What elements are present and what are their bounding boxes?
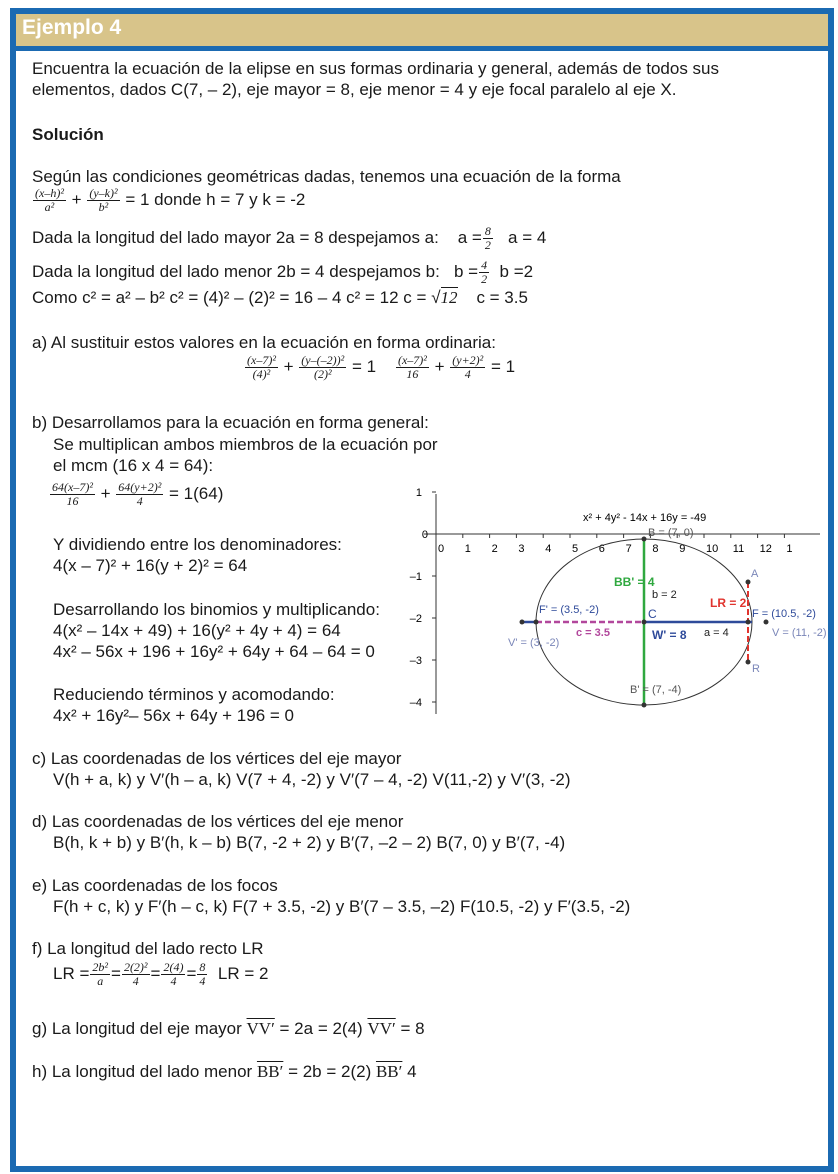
label-fp: F' = (3.5, -2) <box>539 604 599 616</box>
b-step-7: 4x² – 56x + 196 + 16y² + 64y + 64 – 64 = 0 <box>53 642 375 661</box>
x-tick-label: 11 <box>732 543 745 555</box>
statement-line-1: Encuentra la ecuación de la elipse en sus formas ordinaria y general, además de todos sus <box>32 59 720 78</box>
y-tick-label: –1 <box>409 571 422 583</box>
x-tick-label: 2 <box>491 543 498 555</box>
section-d: d) Las coordenadas de los vértices del eje menor <box>32 812 404 831</box>
d-formula-line: B(h, k + b) y B′(h, k – b) B(7, -2 + 2) y B′(7, –2 – 2) B(7, 0) y B′(7, -4) <box>53 833 566 852</box>
y-tick-label: –3 <box>409 655 422 667</box>
c-formula-line: V(h + a, k) y V′(h – a, k) V(7 + 4, -2) y V′(7 – 4, -2) V(11,-2) y V′(3, -2) <box>53 770 571 789</box>
b-step-3: Y dividiendo entre los denominadores: <box>53 535 342 554</box>
label-b: B = (7, 0) <box>648 527 694 539</box>
fraction-8-2: $\frac{8}{2}$ <box>484 224 491 253</box>
label-bp: B' = (7, -4) <box>630 684 682 696</box>
lr-equation: LR = $\frac{\text{2b²}}{a}$ = $\frac{\text{2(2)²}}{4}$ = $\frac{2(4)}{4}$ = $\frac{8}{4}$ LR = 2 <box>53 960 269 989</box>
graph-equation: x² + 4y² - 14x + 16y = -49 <box>583 512 707 524</box>
c-line: Como c² = a² – b² c² = (4)² – (2)² = 16 – 4 c² = 12 c = √12 c = 3.5 <box>32 288 528 307</box>
b-step-9: 4x² + 16y²– 56x + 64y + 196 = 0 <box>53 706 294 725</box>
x-tick-label: 1 <box>464 543 471 555</box>
x-tick-label: 3 <box>518 543 525 555</box>
x-tick-label: 0 <box>438 543 445 555</box>
x-tick-label: 7 <box>625 543 632 555</box>
y-tick-label: –2 <box>409 613 422 625</box>
b-step-2: el mcm (16 x 4 = 64): <box>53 456 214 475</box>
label-bb: BB' = 4 <box>614 575 655 589</box>
x-tick-label: 4 <box>545 543 552 555</box>
b-step-8: Reduciendo términos y acomodando: <box>53 685 335 704</box>
label-r: R <box>752 663 760 675</box>
standard-form-line: $\frac{\text{(x–h)²}}{\text{a²}}$ + $\frac{\text{(y–k)²}}{\text{b²}}$ = 1 donde h = 7 y k = -2 <box>35 186 306 215</box>
ordinary-form-equation: $\frac{\text{(x–7)²}}{\text{(4)²}}$ + $\frac{\text{(y–(–2))²}}{\text{(2)²}}$ = 1 $\frac{\text{(x–7)²}}{16}$ + $\frac{\text{(y+2)²}}{4}$ = 1 <box>247 353 516 382</box>
label-lr: LR = 2 <box>710 596 747 610</box>
example-frame <box>10 8 834 1172</box>
fraction-4-2: $\frac{4}{2}$ <box>481 258 488 287</box>
fraction-xh: $\frac{\text{(x–h)²}}{\text{a²}}$ <box>35 186 64 215</box>
x-tick-label: 5 <box>572 543 579 555</box>
point-f <box>746 620 751 625</box>
x-tick-label: 10 <box>706 543 719 555</box>
section-a: a) Al sustituir estos valores en la ecuación en forma ordinaria: <box>32 333 496 352</box>
e-formula-line: F(h + c, k) y F′(h – c, k) F(7 + 3.5, -2) y B′(7 – 3.5, –2) F(10.5, -2) y F′(3.5, -2) <box>53 897 631 916</box>
b-line: Dada la longitud del lado menor 2b = 4 despejamos b: b = $\frac{4}{2}$ b =2 <box>32 258 534 287</box>
section-g: g) La longitud del eje mayor VV′ = 2a = 2(4) VV′ = 8 <box>32 1019 425 1038</box>
y-tick-label: 0 <box>421 529 428 541</box>
mcm-equation: $\frac{\text{64(x–7)²}}{16}$ + $\frac{\text{64(y+2)²}}{4}$ = 1(64) <box>52 480 224 509</box>
label-c: C <box>648 607 657 621</box>
point-a <box>746 580 751 585</box>
fraction-yk: $\frac{\text{(y–k)²}}{\text{b²}}$ <box>89 186 118 215</box>
b-step-6: 4(x² – 14x + 49) + 16(y² + 4y + 4) = 64 <box>53 621 341 640</box>
b-step-4: 4(x – 7)² + 16(y + 2)² = 64 <box>53 556 248 575</box>
section-c: c) Las coordenadas de los vértices del eje mayor <box>32 749 402 768</box>
b-step-5: Desarrollando los binomios y multiplicando: <box>53 600 380 619</box>
label-a: A <box>751 568 759 580</box>
solution-heading: Solución <box>32 125 104 144</box>
x-tick-label: 1 <box>786 543 793 555</box>
point-fp <box>534 620 539 625</box>
point-c <box>642 620 647 625</box>
label-a-value: a = 4 <box>704 627 729 639</box>
example-title: Ejemplo 4 <box>22 16 122 39</box>
x-tick-label: 8 <box>652 543 659 555</box>
point-v <box>764 620 769 625</box>
y-tick-label: 1 <box>415 487 422 499</box>
section-e: e) Las coordenadas de los focos <box>32 876 278 895</box>
x-tick-label: 6 <box>598 543 605 555</box>
section-b: b) Desarrollamos para la ecuación en forma general: <box>32 413 429 432</box>
y-tick-label: –4 <box>409 697 422 709</box>
point-r <box>746 660 751 665</box>
point-bp <box>642 703 647 708</box>
point-vp <box>520 620 525 625</box>
section-h: h) La longitud del lado menor BB′ = 2b = 2(2) BB′ 4 <box>32 1062 417 1081</box>
title-bar <box>16 14 828 51</box>
label-v: V = (11, -2) <box>772 627 827 639</box>
label-major-axis: W' = 8 <box>652 628 687 642</box>
ellipse-graph <box>408 484 828 724</box>
intro-line: Según las condiciones geométricas dadas, tenemos una ecuación de la forma <box>32 167 621 186</box>
label-vp: V' = (3, -2) <box>508 637 560 649</box>
point-b <box>642 537 647 542</box>
label-b-value: b = 2 <box>652 589 677 601</box>
a-line: Dada la longitud del lado mayor 2a = 8 despejamos a: a = $\frac{8}{2}$ a = 4 <box>32 224 547 253</box>
statement-line-2: elementos, dados C(7, – 2), eje mayor = 8, eje menor = 4 y eje focal paralelo al eje X. <box>32 80 677 99</box>
x-tick-label: 9 <box>679 543 686 555</box>
b-step-1: Se multiplican ambos miembros de la ecuación por <box>53 435 438 454</box>
section-f: f) La longitud del lado recto LR <box>32 939 264 958</box>
label-c-value: c = 3.5 <box>576 627 610 639</box>
label-f: F = (10.5, -2) <box>752 608 816 620</box>
x-tick-label: 12 <box>759 543 772 555</box>
